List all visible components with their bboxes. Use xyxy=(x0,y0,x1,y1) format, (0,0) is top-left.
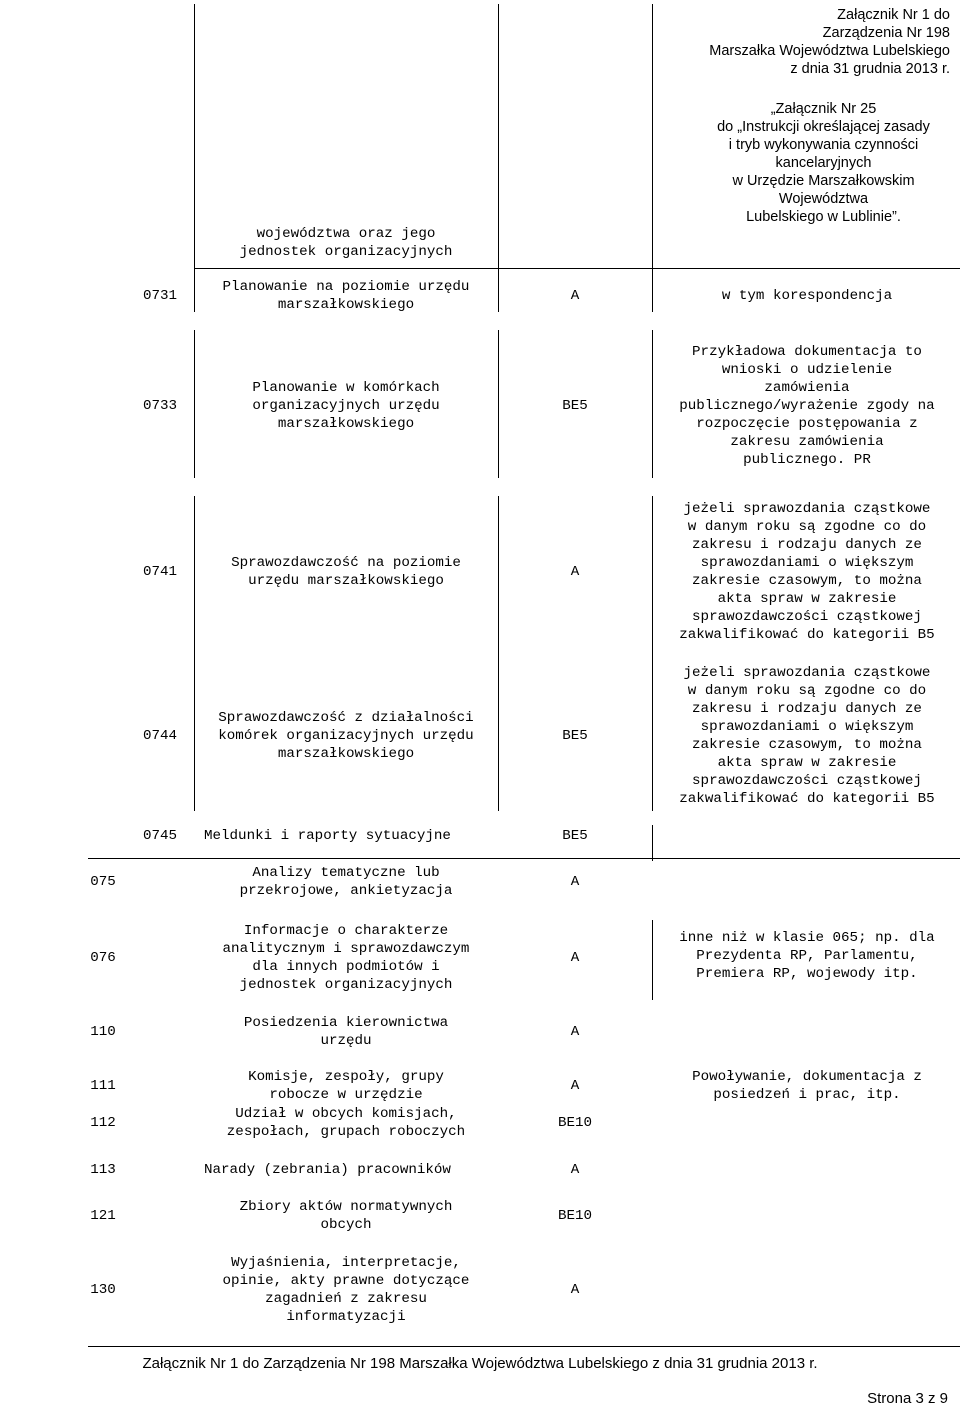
row-category: A xyxy=(570,950,580,966)
row-code: 112 xyxy=(90,1115,116,1131)
attachment-25-header: „Załącznik Nr 25 do „Instrukcji określającej zasady i tryb wykonywania czynności kancelaryjnych w Urzędzie Marszałkowskim Województwa Lubelskiego w Lublinie”. xyxy=(717,101,930,225)
row-category: A xyxy=(570,874,580,890)
row-notes: inne niż w klasie 065; np. dla Prezydenta RP, Parlamentu, Premiera RP, wojewody itp. xyxy=(679,930,935,982)
row-notes: jeżeli sprawozdania cząstkowe w danym roku są zgodne co do zakresu i rodzaju danych ze sprawozdaniami o większym zakresie czasowym, to można akta spraw w zakresie sprawozdawczości cząstkowej zakwalifikować do kategorii B5 xyxy=(679,665,935,807)
row-title: Zbiory aktów normatywnych obcych xyxy=(239,1199,453,1233)
row-code: 076 xyxy=(90,950,116,966)
row-notes: Powoływanie, dokumentacja z posiedzeń i prac, itp. xyxy=(692,1069,922,1103)
row-code: 0745 xyxy=(142,828,178,844)
row-code: 0744 xyxy=(142,728,178,744)
row-code: 111 xyxy=(90,1078,116,1094)
row-title: Posiedzenia kierownictwa urzędu xyxy=(243,1015,449,1049)
row-code: 110 xyxy=(90,1024,116,1040)
row-notes: jeżeli sprawozdania cząstkowe w danym roku są zgodne co do zakresu i rodzaju danych ze sprawozdaniami o większym zakresie czasowym, to można akta spraw w zakresie sprawozdawczości cząstkowej zakwalifikować do kategorii B5 xyxy=(679,501,935,643)
row-code: 0733 xyxy=(142,398,178,414)
row-title: Sprawozdawczość z działalności komórek organizacyjnych urzędu marszałkowskiego xyxy=(218,710,474,762)
row-title: Analizy tematyczne lub przekrojowe, ankietyzacja xyxy=(239,865,453,899)
row-notes: w tym korespondencja xyxy=(721,288,893,304)
page-number: Strona 3 z 9 xyxy=(867,1390,948,1407)
row-title: Informacje o charakterze analitycznym i sprawozdawczym dla innych podmiotów i jednostek organizacyjnych xyxy=(222,923,470,993)
row-category: A xyxy=(570,1078,580,1094)
row-notes: Przykładowa dokumentacja to wnioski o udzielenie zamówienia publicznego/wyrażenie zgody na rozpoczęcie postępowania z zakresu zamówienia publicznego. PR xyxy=(679,344,935,468)
row-category: A xyxy=(570,288,580,304)
top-fragment-title: województwa oraz jego jednostek organizacyjnych xyxy=(239,226,453,260)
row-code: 0741 xyxy=(142,564,178,580)
attachment-1-header: Załącznik Nr 1 do Zarządzenia Nr 198 Marszałka Województwa Lubelskiego z dnia 31 grudnia 2013 r. xyxy=(709,7,950,77)
row-title: Narady (zebrania) pracowników xyxy=(204,1162,451,1178)
row-title: Udział w obcych komisjach, zespołach, grupach roboczych xyxy=(226,1106,466,1140)
row-title: Meldunki i raporty sytuacyjne xyxy=(204,828,451,844)
row-title: Komisje, zespoły, grupy robocze w urzędzie xyxy=(248,1069,444,1103)
row-category: BE10 xyxy=(557,1208,593,1224)
row-category: A xyxy=(570,1024,580,1040)
row-title: Planowanie na poziomie urzędu marszałkowskiego xyxy=(222,279,470,313)
row-title: Wyjaśnienia, interpretacje, opinie, akty prawne dotyczące zagadnień z zakresu informatyzacji xyxy=(222,1255,470,1325)
row-code: 113 xyxy=(90,1162,116,1178)
row-code: 0731 xyxy=(142,288,178,304)
row-category: A xyxy=(570,1162,580,1178)
footer-attachment-note: Załącznik Nr 1 do Zarządzenia Nr 198 Marszałka Województwa Lubelskiego z dnia 31 grudnia 2013 r. xyxy=(142,1355,818,1372)
row-category: BE5 xyxy=(562,398,588,414)
row-category: BE10 xyxy=(557,1115,593,1131)
row-code: 075 xyxy=(90,874,116,890)
row-category: BE5 xyxy=(562,728,588,744)
row-code: 130 xyxy=(90,1282,116,1298)
row-category: BE5 xyxy=(562,828,588,844)
row-title: Planowanie w komórkach organizacyjnych urzędu marszałkowskiego xyxy=(252,380,440,432)
row-category: A xyxy=(570,564,580,580)
row-title: Sprawozdawczość na poziomie urzędu marszałkowskiego xyxy=(231,555,461,589)
row-category: A xyxy=(570,1282,580,1298)
row-code: 121 xyxy=(90,1208,116,1224)
